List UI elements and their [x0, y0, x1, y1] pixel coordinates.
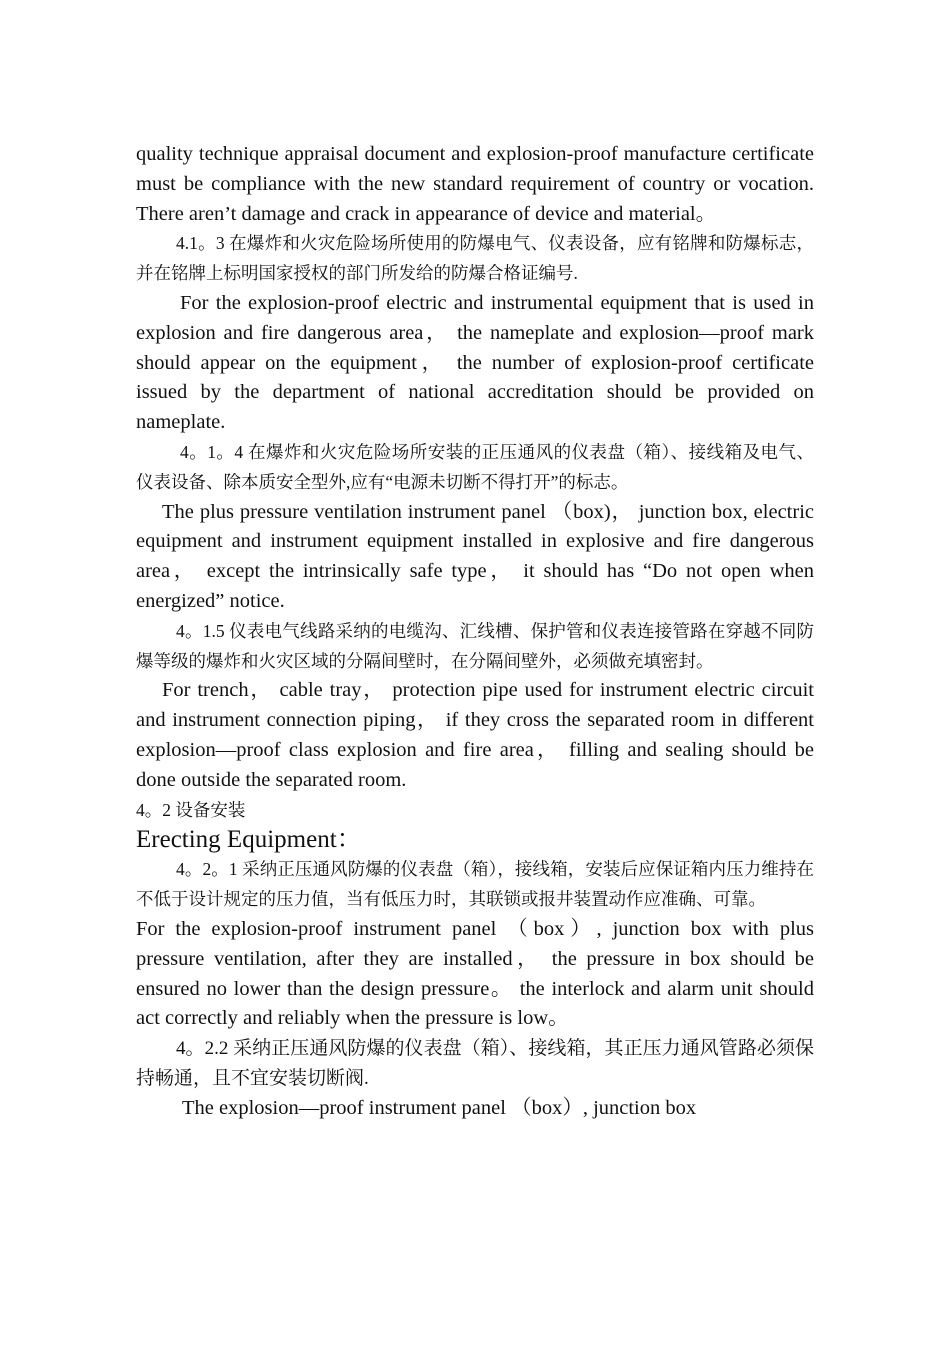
- paragraph-4-1-5-zh: 4。1.5 仪表电气线路采纳的电缆沟、汇线槽、保护管和仪表连接管路在穿越不同防爆等级的爆炸和火灾区域的分隔间壁时，在分隔间壁外，必须做充填密封。: [136, 620, 814, 671]
- paragraph-4-2-2-en: The explosion—proof instrument panel （box）, junction box: [182, 1096, 697, 1119]
- paragraph-4-2-2-zh: 4。2.2 采纳正压通风防爆的仪表盘（箱）、接线箱，其正压力通风管路必须保持畅通，且不宜安装切断阀.: [136, 1038, 814, 1089]
- section-4-2-title-zh: 4。2 设备安装: [136, 799, 246, 820]
- paragraph-4-2-1-zh: 4。2。1 采纳正压通风防爆的仪表盘（箱），接线箱，安装后应保证箱内压力维持在不低于设计规定的压力值，当有低压力时，其联锁或报井装置动作应准确、可靠。: [136, 859, 814, 910]
- paragraph-4-1-4-zh: 4。1。4 在爆炸和火灾危险场所安装的正压通风的仪表盘（箱）、接线箱及电气、仪表设备、除本质安全型外,应有“电源未切断不得打开”的标志。: [136, 441, 814, 492]
- paragraph-4-1-3-en: For the explosion-proof electric and instrumental equipment that is used in explosion and fire dangerous area， the nameplate and explosion—proof mark should appear on the equipment， the number of explosion-proof certificate issued by the department of national accreditation should be provided on nameplate.: [136, 291, 814, 434]
- paragraph-4-1-4-en: The plus pressure ventilation instrument panel （box)， junction box, electric equipment and instrument equipment installed in explosive and fire dangerous area， except the intrinsically safe type， it should has “Do not open when energized” notice.: [136, 500, 814, 612]
- paragraph-certificate-requirement: quality technique appraisal document and explosion-proof manufacture certificate must be compliance with the new standard requirement of country or vocation. There aren’t damage and crack in appearance of device and material。: [136, 143, 814, 225]
- section-4-2-title-en: Erecting Equipment：: [136, 826, 362, 854]
- paragraph-4-1-3-zh: 4.1。3 在爆炸和火灾危险场所使用的防爆电气、仪表设备，应有铭牌和防爆标志，并在铭牌上标明国家授权的部门所发给的防爆合格证编号.: [136, 233, 814, 284]
- paragraph-4-2-1-en: For the explosion-proof instrument panel （box）, junction box with plus pressure ventilation, after they are installed， the pressure in box should be ensured no lower than the design pressure。 the interlock and alarm unit should act correctly and reliably when the pressure is low。: [136, 917, 814, 1030]
- paragraph-4-1-5-en: For trench， cable tray， protection pipe used for instrument electric circuit and instrument connection piping， if they cross the separated room in different explosion—proof class explosion and fire area， filling and sealing should be done outside the separated room.: [136, 679, 814, 791]
- document-page: [136, 140, 814, 1124]
